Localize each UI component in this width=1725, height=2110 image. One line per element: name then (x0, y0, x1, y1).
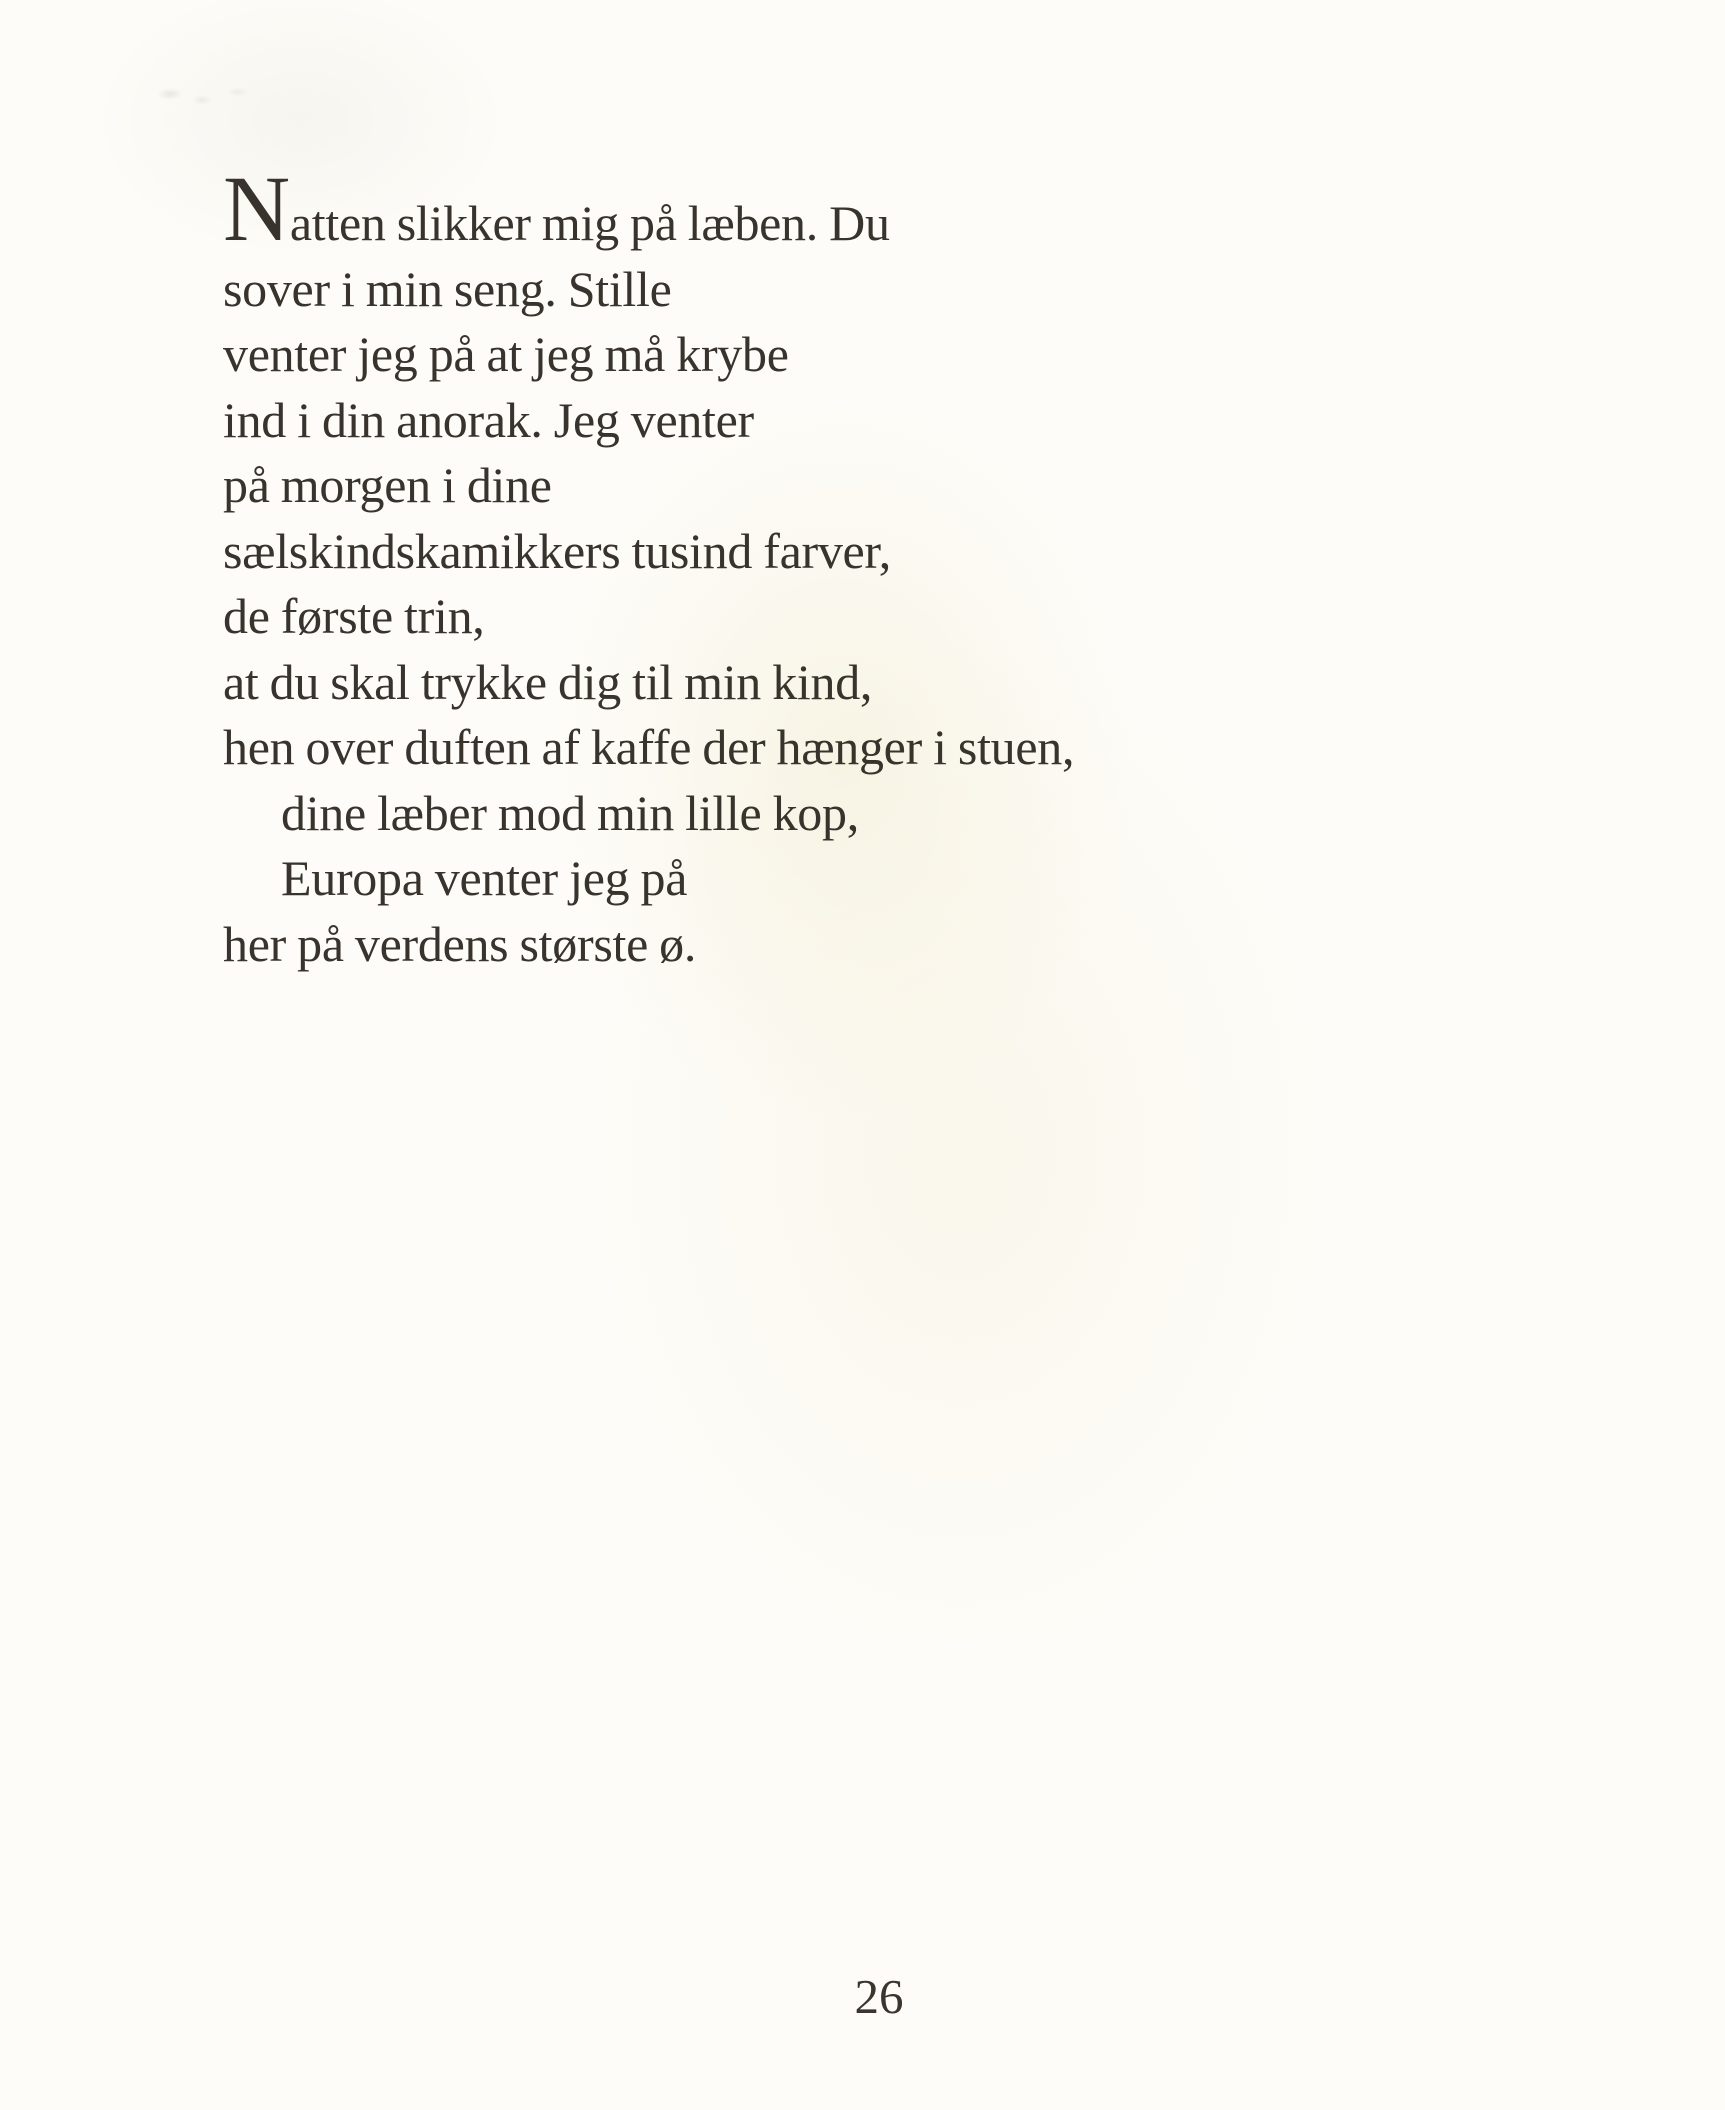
poem-line-text: Europa venter jeg på (281, 850, 688, 906)
poem-line-text: atten slikker mig på læben. Du (289, 195, 890, 251)
page-number: 26 (854, 1969, 904, 2024)
poem-line-indented (223, 846, 1074, 912)
poem-line-text: ind i din anorak. Jeg venter (223, 391, 754, 448)
poem-line (223, 322, 1074, 388)
poem-line-text: venter jeg på at jeg må krybe (223, 326, 789, 382)
poem (223, 158, 1075, 977)
poem-line (223, 158, 1074, 261)
poem-line (223, 257, 1074, 323)
poem-line-text: hen over duften af kaffe der hænger i stuen, (223, 719, 1075, 775)
poem-line-text: sover i min seng. Stille (223, 260, 672, 317)
poem-line (223, 388, 1074, 454)
scan-smudge (150, 82, 260, 112)
poem-line-text: de første trin, (223, 588, 485, 644)
poem-line (223, 584, 1074, 650)
poem-line-text: sælskindskamikkers tusind farver, (223, 522, 891, 579)
poem-line-text: på morgen i dine (223, 457, 552, 513)
poem-line-indented (223, 781, 1074, 847)
poem-line-text: dine læber mod min lille kop, (281, 784, 859, 841)
poem-line (223, 650, 1074, 716)
poem-line (223, 453, 1074, 519)
poem-line-text: her på verdens største ø. (223, 915, 697, 972)
poem-line (223, 519, 1074, 585)
drop-cap-initial: N (223, 158, 290, 261)
poem-line (223, 912, 1074, 978)
poem-line-text: at du skal trykke dig til min kind, (223, 653, 873, 710)
poem-line (223, 715, 1074, 781)
